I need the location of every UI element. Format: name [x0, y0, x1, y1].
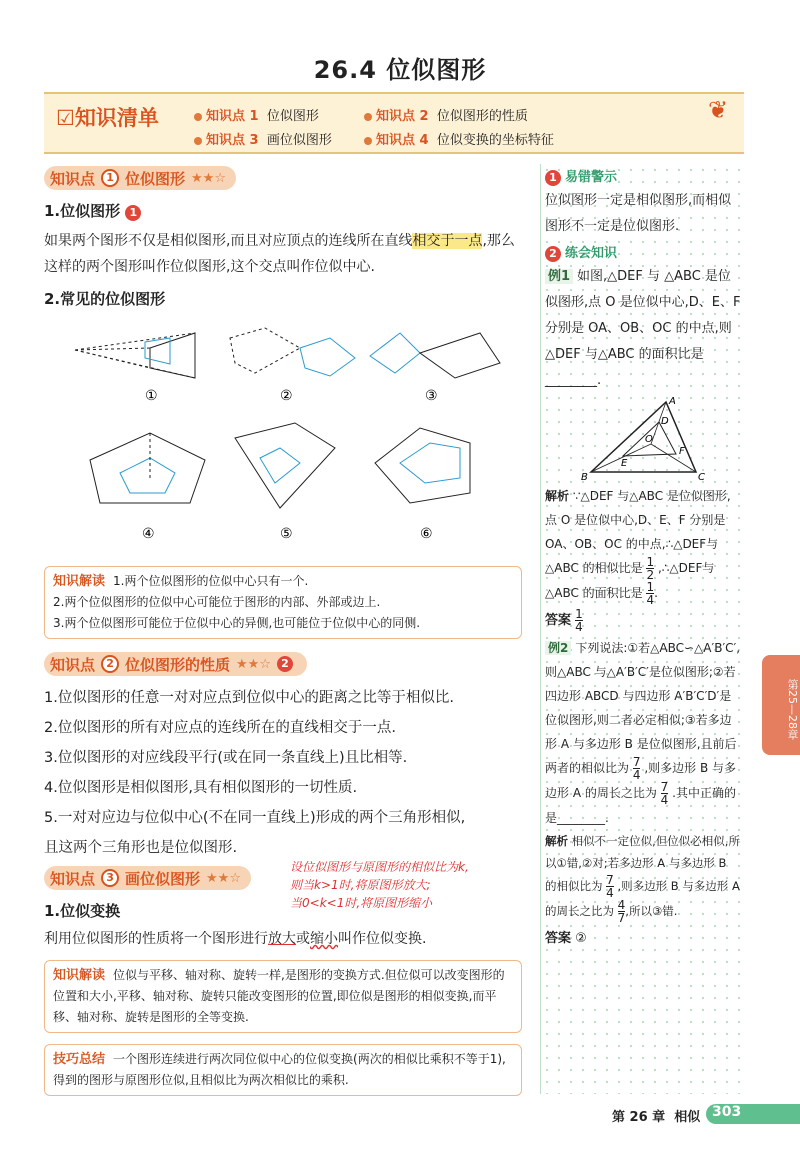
pt-C: C	[698, 472, 705, 483]
pt-D: D	[661, 416, 669, 427]
section-3-header: 知识点 3 画位似图形 ★★☆	[44, 866, 251, 890]
knowledge-point-1[interactable]: 知识点 1 位似图形	[194, 105, 319, 124]
fig-label-5: ⑤	[280, 526, 293, 542]
sec2-properties: 1.位似图形的任意一对对应点到位似中心的距离之比等于相似比. 2.位似图形的所有对应点的连线所在的直线相交于一点. 3.位似图形的对应线段平行(或在同一条直线上)且比相等. 4.位似图形是相似图形,具有相似图形的一切性质. 5.一对对应边与位似中心(不在同一直线上)形成的两个三角形相似, 且这两个三角形也是位似图形.	[44, 690, 466, 856]
fig-label-2: ②	[280, 388, 293, 404]
example-1-solution: 解析 ∵△DEF 与△ABC 是位似图形,点 O 是位似中心,D、E、F 分别是 OA、OB、OC 的中点,∴△DEF与△ABC 的相似比是 $\frac{1}{2}$ ,∴△DEF与△ABC 的面积比是 $\frac{1}{4}$ .	[545, 489, 731, 607]
figure-4	[90, 433, 205, 503]
footer-chapter: 第 26 章 相似	[612, 1110, 701, 1125]
page-footer	[0, 1104, 800, 1126]
figure-3	[370, 333, 500, 378]
warning-text: 位似图形一定是相似图形,而相似图形不一定是位似图形.	[545, 193, 732, 234]
example-2-answer: 答案 ②	[545, 931, 587, 946]
example-2: 例2 下列说法:①若△ABC∽△A′B′C′,则△ABC 与△A′B′C′是位似图形;②若四边形 ABCD 与四边形 A′B′C′D′是位似图形,则二者必定相似;③若多边形 A 与多边形 B 是位似图形,且前后两者的相似比为 $\frac{7}{4}$ ,则多边形 B 与多边形 A 的周长之比为 $\frac{7}{4}$ .其中正确的是________.	[545, 641, 741, 825]
figure-2	[230, 328, 355, 376]
sec3-tip: 技巧总结 一个图形连续进行两次同位似中心的位似变换(两次的相似比乘积不等于1),得到的图形与原图形位似,且相似比为两次相似比的乘积.	[44, 1044, 522, 1096]
knowledge-point-4[interactable]: 知识点 4 位似变换的坐标特征	[364, 129, 554, 148]
figure-1	[75, 333, 195, 378]
sec1-sub1: 1.位似图形 1	[44, 200, 145, 221]
knowledge-list-banner	[44, 92, 744, 154]
sec3-sub1: 1.位似变换	[44, 902, 121, 920]
example-1-answer: 答案 $\frac{1}{4}$	[545, 607, 583, 634]
section-2-header: 知识点 2 位似图形的性质 ★★☆ 2	[44, 652, 307, 676]
right-column	[540, 164, 745, 1094]
example-1-figure	[541, 394, 741, 484]
section-1-header: 知识点 1 位似图形 ★★☆	[44, 166, 236, 190]
chapter-side-tab[interactable]: 第25—28章	[762, 655, 800, 755]
page-number: 303	[706, 1104, 800, 1124]
handwritten-note: 设位似图形与原图形的相似比为k, 则当k>1时,将原图形放大; 当0<k<1时,将原图形缩小	[290, 860, 469, 910]
sec3-definition: 利用位似图形的性质将一个图形进行放大或缩小叫作位似变换.	[44, 931, 427, 947]
pt-E: E	[621, 458, 628, 469]
sec1-notes: 知识解读 1.两个位似图形的位似中心只有一个. 2.两个位似图形的位似中心可能位于图形的内部、外部或边上. 3.两个位似图形可能位于位似中心的异侧,也可能位于位似中心的同侧.	[44, 566, 522, 639]
figure-6	[375, 428, 470, 503]
knowledge-point-2[interactable]: 知识点 2 位似图形的性质	[364, 105, 528, 124]
example-1: 例1 如图,△DEF 与 △ABC 是位似图形,点 O 是位似中心,D、E、F 分别是 OA、OB、OC 的中点,则△DEF 与△ABC 的面积比是________.	[545, 269, 741, 388]
swirl-icon: ❦	[708, 96, 729, 124]
pt-A: A	[669, 396, 676, 407]
sec3-note: 知识解读 位似与平移、轴对称、旋转一样,是图形的变换方式.但位似可以改变图形的位置和大小,平移、轴对称、旋转只能改变图形的位置,即位似是图形的相似变换,而平移、轴对称、旋转是图形的全等变换.	[44, 960, 522, 1033]
pt-F: F	[679, 446, 685, 457]
pt-B: B	[581, 472, 588, 483]
fig-label-6: ⑥	[420, 526, 433, 542]
example-2-solution: 解析 相似不一定位似,但位似必相似,所以①错,②对;若多边形 A 与多边形 B 的相似比为 $\frac{7}{4}$ ,则多边形 B 与多边形 A 的周长之比为 $\frac{4}{7}$ ,所以③错.	[545, 834, 740, 925]
sec1-definition: 如果两个图形不仅是相似图形,而且对应顶点的连线所在直线相交于一点,那么这样的两个图形叫作位似图形,这个交点叫作位似中心.	[44, 233, 515, 275]
sec1-sub2: 2.常见的位似图形	[44, 290, 166, 308]
pt-O: O	[645, 434, 653, 445]
practice-header: 2 练会知识	[541, 240, 745, 264]
fig-label-1: ①	[145, 388, 158, 404]
checkbox-icon: ☑	[56, 106, 75, 130]
knowledge-point-3[interactable]: 知识点 3 画位似图形	[194, 129, 332, 148]
page-title: 26.4 位似图形	[313, 56, 487, 84]
warning-header: 1 易错警示	[541, 164, 745, 188]
figure-5	[235, 423, 335, 508]
banner-heading: ☑知识清单	[56, 106, 159, 130]
common-homothetic-figures	[60, 318, 530, 548]
fig-label-3: ③	[425, 388, 438, 404]
fig-label-4: ④	[142, 526, 155, 542]
